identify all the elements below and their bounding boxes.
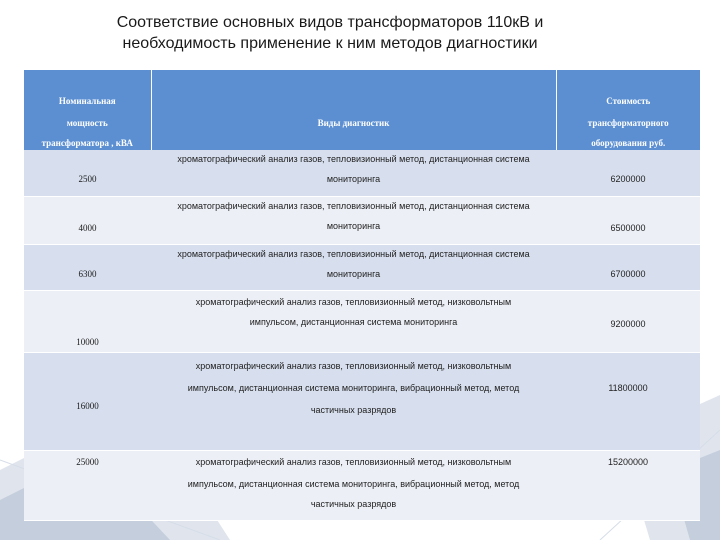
- header-power-line-2: мощность: [66, 118, 108, 128]
- cost-cell: 15200000: [556, 450, 700, 520]
- table-row: [24, 352, 700, 450]
- title-line-2: необходимость применение к ним методов диагностики: [122, 35, 538, 52]
- power-cell: 4000: [24, 196, 151, 244]
- cost-cell: 11800000: [556, 352, 700, 450]
- header-power: [24, 70, 151, 150]
- page-title: [60, 12, 600, 54]
- power-cell: 6300: [24, 244, 151, 290]
- title-line-1: Соответствие основных видов трансформаторов 110кВ и: [116, 14, 544, 31]
- table-row: [24, 450, 700, 520]
- power-cell: 10000: [24, 290, 151, 352]
- table-row: [24, 290, 700, 352]
- power-cell: 16000: [24, 352, 151, 450]
- cost-cell: 6700000: [556, 244, 700, 290]
- table-row: [24, 196, 700, 244]
- transformer-table: [24, 70, 700, 521]
- header-methods-label: Виды диагностик: [317, 118, 390, 128]
- cost-cell: 6500000: [556, 196, 700, 244]
- table-row: [24, 244, 700, 290]
- methods-cell: хроматографический анализ газов, тепловизионный метод, дистанционная система мониторинга: [151, 150, 556, 196]
- header-power-line-3: трансформатора , кВА: [41, 138, 133, 148]
- header-cost-line-1: Стоимость: [606, 96, 651, 106]
- header-cost-line-2: трансформаторного: [587, 118, 669, 128]
- header-cost-line-3: оборудования руб.: [591, 138, 666, 148]
- cost-cell: 9200000: [556, 290, 700, 352]
- header-power-line-1: Номинальная: [58, 96, 116, 106]
- table-header-row: [24, 70, 700, 150]
- power-cell: 25000: [24, 450, 151, 520]
- methods-cell: хроматографический анализ газов, тепловизионный метод, низковольтным импульсом, дистанционная система мониторинга: [151, 290, 556, 352]
- methods-cell: хроматографический анализ газов, тепловизионный метод, дистанционная система мониторинга: [151, 244, 556, 290]
- methods-cell: хроматографический анализ газов, тепловизионный метод, низковольтным импульсом, дистанционная система мониторинга, вибрационный метод, метод частичных разрядов: [151, 450, 556, 520]
- methods-cell: хроматографический анализ газов, тепловизионный метод, низковольтным импульсом, дистанционная система мониторинга, вибрационный метод, метод частичных разрядов: [151, 352, 556, 450]
- table-row: [24, 150, 700, 196]
- power-cell: 2500: [24, 150, 151, 196]
- methods-cell: хроматографический анализ газов, тепловизионный метод, дистанционная система мониторинга: [151, 196, 556, 244]
- cost-cell: 6200000: [556, 150, 700, 196]
- header-methods: [151, 70, 556, 150]
- header-cost: [556, 70, 700, 150]
